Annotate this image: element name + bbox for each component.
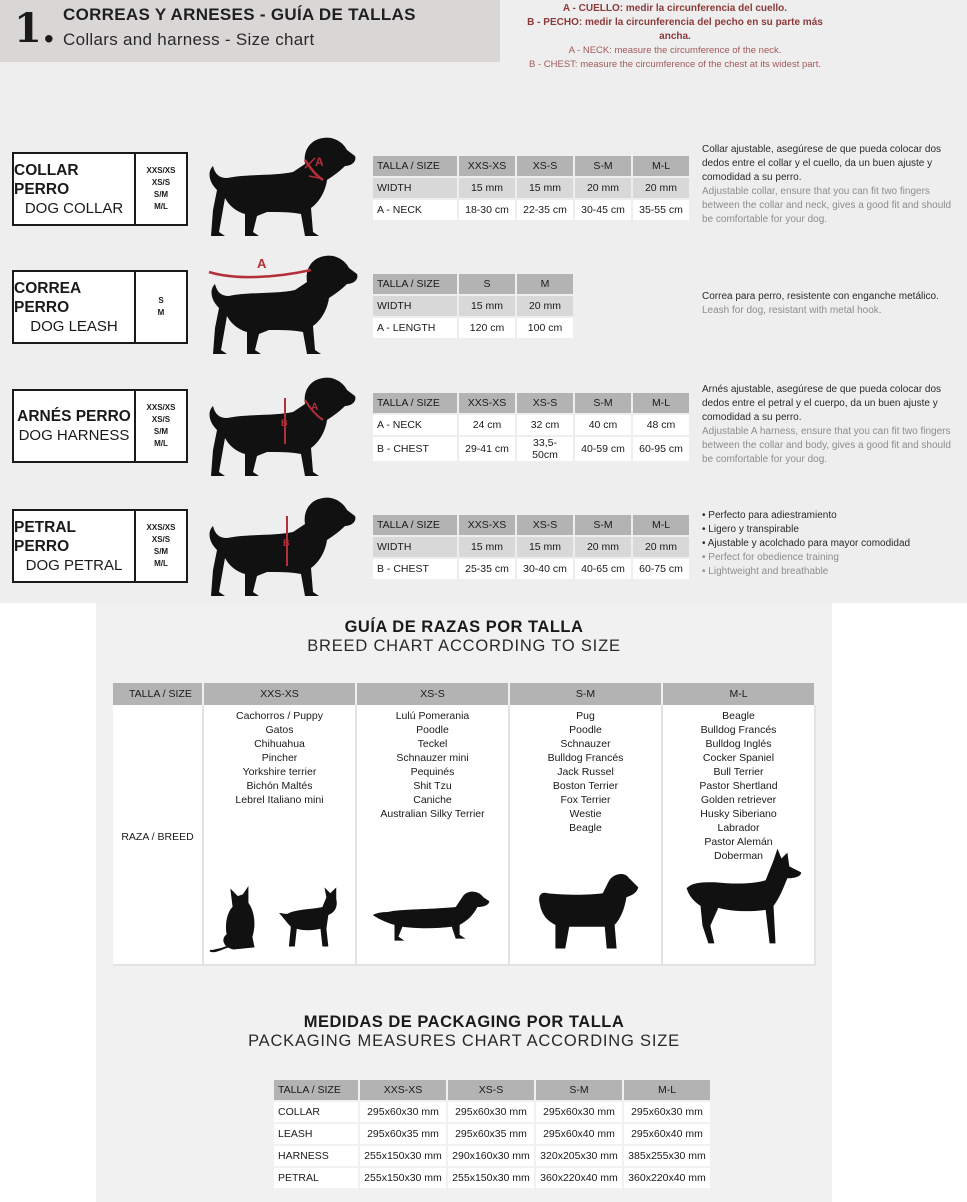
breed-name: Jack Russel xyxy=(557,766,614,778)
description-es: Correa para perro, resistente con enganche metálico. xyxy=(702,291,939,302)
table-cell: 295x60x35 mm xyxy=(360,1124,446,1144)
marker-a: A xyxy=(311,402,319,413)
breed-name: Beagle xyxy=(569,822,602,834)
product-sizes xyxy=(136,391,186,461)
breed-name: Cachorros / Puppy xyxy=(236,710,323,722)
breed-name: Beagle xyxy=(722,710,755,722)
table-row xyxy=(274,1102,710,1122)
product-sizes xyxy=(136,154,186,224)
breed-name: Yorkshire terrier xyxy=(242,766,317,778)
breed-list xyxy=(204,709,355,807)
description-en: Adjustable A harness, ensure that you can fit two fingers between the collar and body, gives a good fit and should be comfortable for your dog. xyxy=(702,426,951,465)
table-cell: WIDTH xyxy=(373,537,457,557)
table-cell: 295x60x30 mm xyxy=(448,1102,534,1122)
table-row xyxy=(113,705,815,965)
collar-size-table xyxy=(371,154,691,222)
table-cell: 290x160x30 mm xyxy=(448,1146,534,1166)
bullet-en: • Perfect for obedience training xyxy=(702,552,839,563)
page-subtitle: Collars and harness - Size chart xyxy=(63,30,315,49)
breed-row-label: RAZA / BREED xyxy=(113,705,203,965)
table-cell: 60-95 cm xyxy=(633,437,689,461)
breed-name: Schnauzer mini xyxy=(396,752,469,764)
breed-name: Lulú Pomerania xyxy=(395,710,470,722)
dog-silhouette-harness xyxy=(205,372,360,482)
breed-name: Bulldog Francés xyxy=(700,724,777,736)
breed-name: Pequinés xyxy=(410,766,455,778)
table-header-cell: XS-S xyxy=(356,683,509,705)
breed-cell-m-l xyxy=(662,705,815,965)
table-cell: 35-55 cm xyxy=(633,200,689,220)
breed-name: Pastor Alemán xyxy=(704,836,773,848)
table-row xyxy=(373,296,573,316)
table-header-cell: M-L xyxy=(633,156,689,176)
table-header-cell: XS-S xyxy=(517,393,573,413)
size-item: S/M xyxy=(153,190,169,199)
marker-a: A xyxy=(315,155,324,169)
breed-name: Fox Terrier xyxy=(560,794,611,806)
breed-title-es: GUÍA DE RAZAS POR TALLA xyxy=(344,618,584,636)
table-cell: 60-75 cm xyxy=(633,559,689,579)
breed-name: Lebrel Italiano mini xyxy=(235,794,324,806)
table-cell: 40 cm xyxy=(575,415,631,435)
table-header-row xyxy=(373,393,689,413)
breed-list xyxy=(510,709,661,835)
description-en: Adjustable collar, ensure that you can fit two fingers between the collar and neck, gives a good fit and should be comfortable for your dog. xyxy=(702,186,952,225)
table-header-cell: XS-S xyxy=(517,156,573,176)
size-item: M xyxy=(157,308,165,317)
table-cell: 255x150x30 mm xyxy=(360,1168,446,1188)
table-header-cell: TALLA / SIZE xyxy=(274,1080,358,1100)
table-cell: 100 cm xyxy=(517,318,573,338)
table-cell: 48 cm xyxy=(633,415,689,435)
table-row xyxy=(373,415,689,435)
size-item: M/L xyxy=(154,439,168,448)
table-cell: 295x60x30 mm xyxy=(536,1102,622,1122)
table-row xyxy=(274,1168,710,1188)
table-cell: 360x220x40 mm xyxy=(624,1168,710,1188)
measure-legend xyxy=(510,2,840,72)
legend-a-en: A - NECK: measure the circumference of the neck. xyxy=(568,45,782,56)
table-header-row xyxy=(113,683,815,705)
table-header-cell: S xyxy=(459,274,515,294)
table-cell: 15 mm xyxy=(459,178,515,198)
legend-b-en: B - CHEST: measure the circumference of the chest at its widest part. xyxy=(529,59,821,70)
table-header-cell: TALLA / SIZE xyxy=(373,393,457,413)
table-row xyxy=(373,178,689,198)
section-number: 1. xyxy=(14,5,56,52)
breed-name: Pastor Shertland xyxy=(699,780,778,792)
packaging-title-es: MEDIDAS DE PACKAGING POR TALLA xyxy=(303,1013,625,1031)
breed-list xyxy=(357,709,508,821)
header-banner xyxy=(0,0,500,62)
marker-b: B xyxy=(281,418,288,428)
bullet-es: • Perfecto para adiestramiento xyxy=(702,510,837,521)
table-header-cell: M-L xyxy=(633,393,689,413)
table-row xyxy=(373,318,573,338)
breed-name: Teckel xyxy=(417,738,448,750)
table-cell: 15 mm xyxy=(517,537,573,557)
table-header-cell: TALLA / SIZE xyxy=(113,683,203,705)
table-header-row xyxy=(373,274,573,294)
table-cell: 295x60x35 mm xyxy=(448,1124,534,1144)
packaging-title xyxy=(96,1013,832,1051)
collar-description xyxy=(702,143,957,227)
product-name-en: DOG PETRAL xyxy=(25,556,123,574)
table-cell: 320x205x30 mm xyxy=(536,1146,622,1166)
size-item: S/M xyxy=(153,427,169,436)
table-cell: 385x255x30 mm xyxy=(624,1146,710,1166)
breed-name: Pincher xyxy=(261,752,298,764)
breed-name: Boston Terrier xyxy=(552,780,619,792)
table-cell: B - CHEST xyxy=(373,437,457,461)
size-item: S/M xyxy=(153,547,169,556)
product-label-leash xyxy=(12,270,188,344)
table-row xyxy=(373,200,689,220)
table-cell: 18-30 cm xyxy=(459,200,515,220)
breed-name: Caniche xyxy=(413,794,452,806)
size-item: XS/S xyxy=(151,415,171,424)
page-title: CORREAS Y ARNESES - GUÍA DE TALLAS xyxy=(63,5,416,24)
table-header-cell: M xyxy=(517,274,573,294)
table-cell: 295x60x30 mm xyxy=(624,1102,710,1122)
breed-table xyxy=(113,683,816,966)
table-cell: 20 mm xyxy=(517,296,573,316)
table-header-cell: M-L xyxy=(633,515,689,535)
table-cell: 32 cm xyxy=(517,415,573,435)
legend-b-es: B - PECHO: medir la circunferencia del pecho en su parte más ancha. xyxy=(527,17,823,42)
table-cell: 20 mm xyxy=(633,178,689,198)
table-cell: WIDTH xyxy=(373,178,457,198)
table-cell: 15 mm xyxy=(459,537,515,557)
table-cell: 33,5-50cm xyxy=(517,437,573,461)
product-name-es: ARNÉS PERRO xyxy=(17,408,131,425)
table-header-cell: XS-S xyxy=(517,515,573,535)
leash-size-table xyxy=(371,272,575,340)
product-name-es: COLLAR PERRO xyxy=(14,161,79,198)
table-header-cell: TALLA / SIZE xyxy=(373,274,457,294)
table-header-cell: S-M xyxy=(575,393,631,413)
breed-cell-xxs-xs xyxy=(203,705,356,965)
table-cell: 30-45 cm xyxy=(575,200,631,220)
breed-name: Chihuahua xyxy=(254,738,305,750)
product-name-es: PETRAL PERRO xyxy=(14,518,76,555)
product-name-en: DOG HARNESS xyxy=(18,427,130,444)
bullet-es: • Ligero y transpirable xyxy=(702,524,799,535)
table-cell: 22-35 cm xyxy=(517,200,573,220)
table-row xyxy=(373,437,689,461)
table-cell: A - NECK xyxy=(373,415,457,435)
table-cell: 40-59 cm xyxy=(575,437,631,461)
size-item: XXS/XS xyxy=(146,166,176,175)
table-header-row xyxy=(373,156,689,176)
bullet-es: • Ajustable y acolchado para mayor comodidad xyxy=(702,538,911,549)
table-header-cell: TALLA / SIZE xyxy=(373,515,457,535)
table-header-cell: S-M xyxy=(575,156,631,176)
product-label-harness xyxy=(12,389,188,463)
dog-silhouette-collar xyxy=(205,132,360,242)
table-header-cell: XXS-XS xyxy=(360,1080,446,1100)
harness-description xyxy=(702,383,957,467)
table-header-cell: XS-S xyxy=(448,1080,534,1100)
table-cell: 120 cm xyxy=(459,318,515,338)
table-cell: 255x150x30 mm xyxy=(448,1168,534,1188)
table-row xyxy=(274,1146,710,1166)
size-item: S xyxy=(158,296,164,305)
table-header-cell: S-M xyxy=(575,515,631,535)
table-cell: 30-40 cm xyxy=(517,559,573,579)
breed-name: Pug xyxy=(576,710,595,722)
table-cell: 20 mm xyxy=(575,178,631,198)
breed-name: Husky Siberiano xyxy=(700,808,777,820)
size-item: XXS/XS xyxy=(146,403,176,412)
packaging-table xyxy=(272,1078,712,1190)
breed-name: Poodle xyxy=(416,724,449,736)
breed-name: Westie xyxy=(569,808,602,820)
dog-silhouette-petral xyxy=(205,492,360,602)
table-cell: 40-65 cm xyxy=(575,559,631,579)
table-header-cell: S-M xyxy=(536,1080,622,1100)
table-cell: WIDTH xyxy=(373,296,457,316)
size-item: M/L xyxy=(154,202,168,211)
doberman-silhouette xyxy=(663,844,814,954)
table-cell: 295x60x40 mm xyxy=(536,1124,622,1144)
breed-name: Bulldog Francés xyxy=(547,752,624,764)
table-header-cell: XXS-XS xyxy=(459,515,515,535)
dog-silhouette-leash xyxy=(205,250,360,360)
cat-and-chihuahua-silhouette xyxy=(204,869,355,954)
breed-chart-title xyxy=(96,618,832,656)
bullet-en: • Lightweight and breathable xyxy=(702,566,829,577)
table-cell: 24 cm xyxy=(459,415,515,435)
size-item: XS/S xyxy=(151,535,171,544)
description-en: Leash for dog, resistant with metal hook. xyxy=(702,305,882,316)
breed-name: Australian Silky Terrier xyxy=(380,808,485,820)
breed-name: Doberman xyxy=(713,850,764,862)
table-cell: 255x150x30 mm xyxy=(360,1146,446,1166)
breed-name: Bichón Maltés xyxy=(246,780,313,792)
table-cell: LEASH xyxy=(274,1124,358,1144)
table-cell: 15 mm xyxy=(517,178,573,198)
breed-cell-s-m xyxy=(509,705,662,965)
product-sizes xyxy=(136,511,186,581)
breed-cell-xs-s xyxy=(356,705,509,965)
breed-name: Labrador xyxy=(717,822,760,834)
breed-name: Golden retriever xyxy=(700,794,777,806)
table-header-row xyxy=(373,515,689,535)
table-cell: 25-35 cm xyxy=(459,559,515,579)
product-name-en: DOG LEASH xyxy=(30,317,118,335)
leash-description xyxy=(702,290,957,318)
table-row xyxy=(373,537,689,557)
table-row xyxy=(274,1124,710,1144)
table-cell: HARNESS xyxy=(274,1146,358,1166)
product-label-petral xyxy=(12,509,188,583)
description-es: Arnés ajustable, asegúrese de que pueda colocar dos dedos entre el petral y el cuerpo, da un buen ajuste y comodidad a su perro. xyxy=(702,384,942,423)
breed-name: Poodle xyxy=(569,724,602,736)
table-header-cell: S-M xyxy=(509,683,662,705)
product-sizes xyxy=(136,272,186,342)
harness-size-table xyxy=(371,391,691,463)
table-cell: 360x220x40 mm xyxy=(536,1168,622,1188)
table-header-cell: M-L xyxy=(662,683,815,705)
dachshund-silhouette xyxy=(357,869,508,954)
breed-name: Gatos xyxy=(265,724,294,736)
breed-title-en: BREED CHART ACCORDING TO SIZE xyxy=(307,637,621,655)
breed-name: Cocker Spaniel xyxy=(702,752,775,764)
table-header-cell: XXS-XS xyxy=(459,156,515,176)
table-cell: A - NECK xyxy=(373,200,457,220)
breed-list xyxy=(663,709,814,863)
table-cell: 20 mm xyxy=(575,537,631,557)
size-item: M/L xyxy=(154,559,168,568)
product-name-es: CORREA PERRO xyxy=(14,279,81,316)
table-cell: 29-41 cm xyxy=(459,437,515,461)
schnauzer-silhouette xyxy=(510,869,661,954)
table-cell: 15 mm xyxy=(459,296,515,316)
table-row xyxy=(373,559,689,579)
marker-b: B xyxy=(283,538,290,548)
table-header-cell: XXS-XS xyxy=(459,393,515,413)
table-header-cell: XXS-XS xyxy=(203,683,356,705)
breed-name: Bulldog Inglés xyxy=(705,738,772,750)
table-header-cell: M-L xyxy=(624,1080,710,1100)
table-cell: COLLAR xyxy=(274,1102,358,1122)
legend-a-es: A - CUELLO: medir la circunferencia del cuello. xyxy=(562,3,788,14)
product-label-collar xyxy=(12,152,188,226)
breed-name: Schnauzer xyxy=(560,738,611,750)
description-es: Collar ajustable, asegúrese de que pueda colocar dos dedos entre el collar y el cuello, da un buen ajuste y comodidad a su perro. xyxy=(702,144,942,183)
table-cell: PETRAL xyxy=(274,1168,358,1188)
marker-a: A xyxy=(257,256,267,271)
petral-size-table xyxy=(371,513,691,581)
table-header-row xyxy=(274,1080,710,1100)
table-cell: 295x60x30 mm xyxy=(360,1102,446,1122)
breed-name: Bull Terrier xyxy=(713,766,764,778)
table-cell: 295x60x40 mm xyxy=(624,1124,710,1144)
table-cell: B - CHEST xyxy=(373,559,457,579)
breed-name: Shit Tzu xyxy=(413,780,452,792)
petral-description xyxy=(702,509,957,579)
size-item: XS/S xyxy=(151,178,171,187)
table-header-cell: TALLA / SIZE xyxy=(373,156,457,176)
table-cell: 20 mm xyxy=(633,537,689,557)
product-name-en: DOG COLLAR xyxy=(24,199,124,217)
table-cell: A - LENGTH xyxy=(373,318,457,338)
packaging-title-en: PACKAGING MEASURES CHART ACCORDING SIZE xyxy=(248,1032,680,1050)
size-item: XXS/XS xyxy=(146,523,176,532)
